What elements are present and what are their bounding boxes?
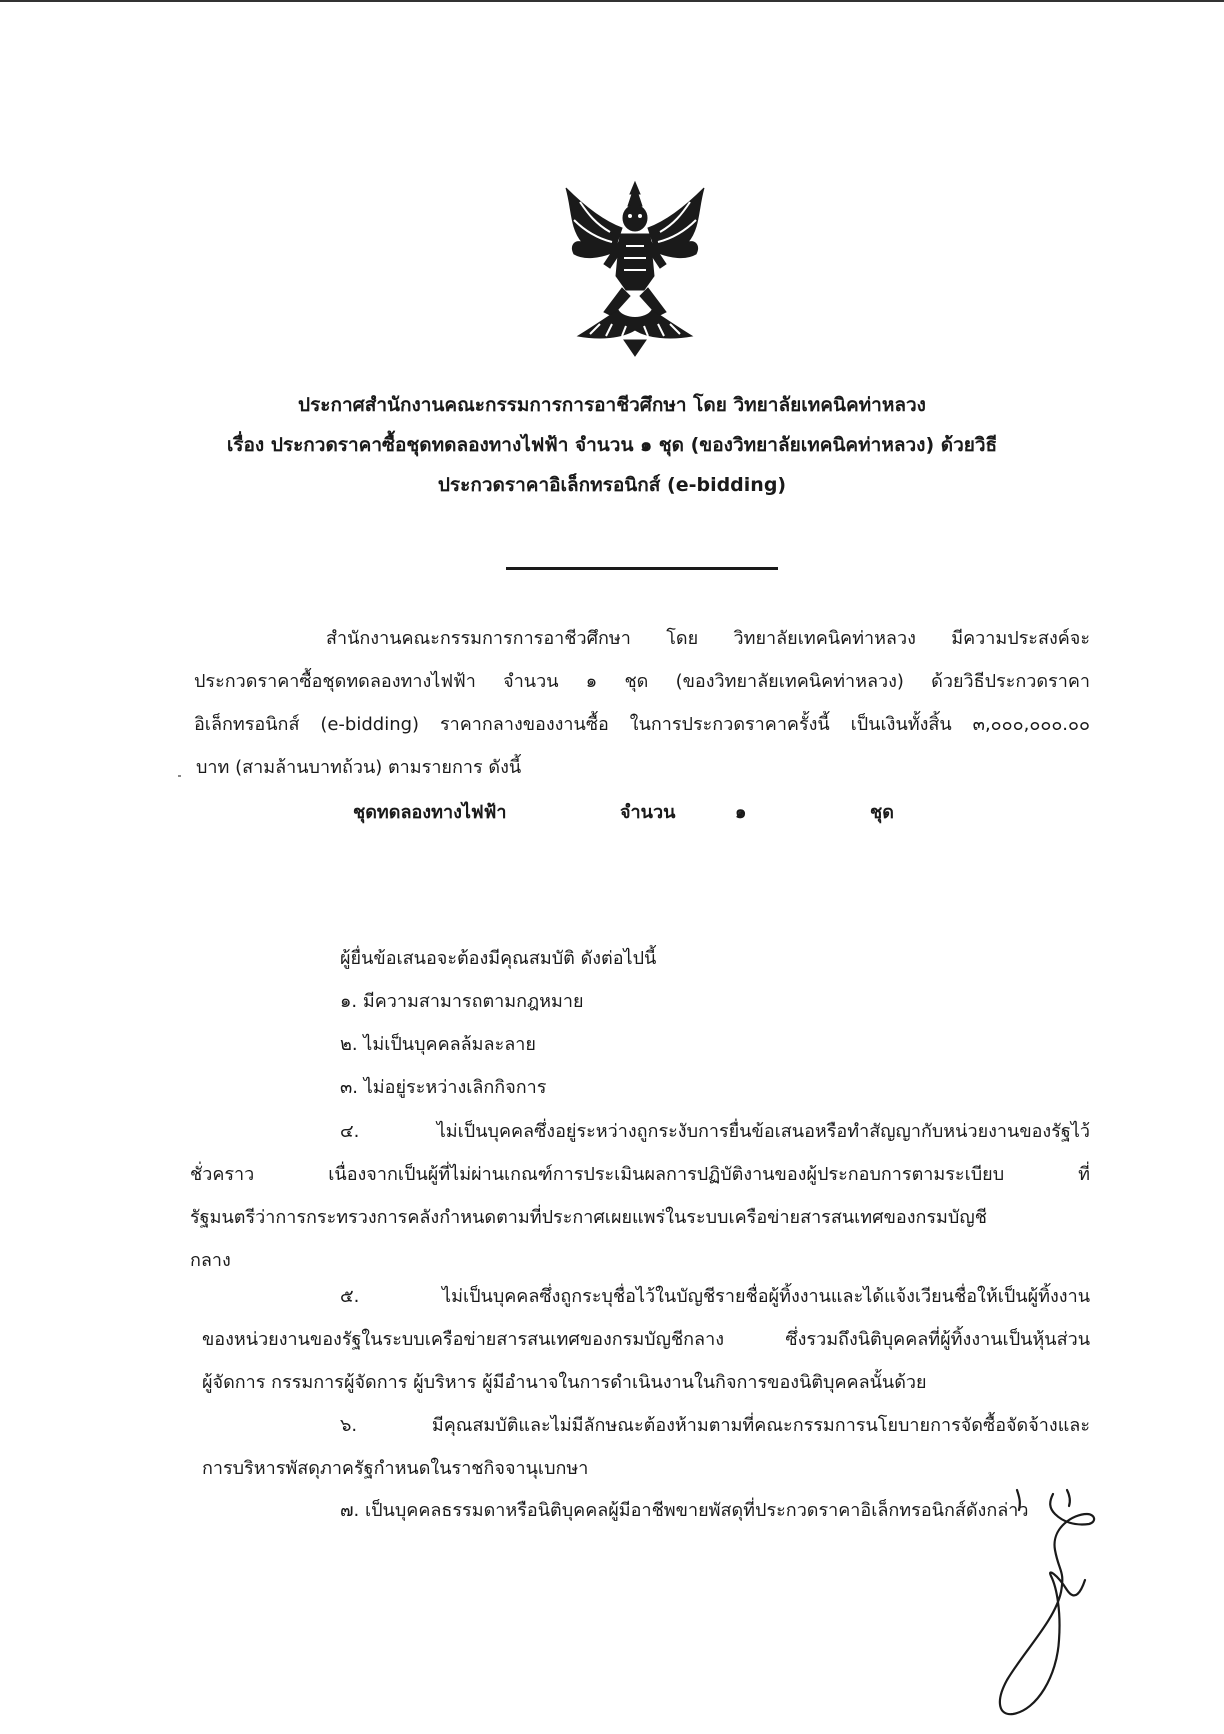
qualification-3: ๓. ไม่อยู่ระหว่างเลิกกิจการ xyxy=(340,1077,547,1098)
title-line-3: ประกวดราคาอิเล็กทรอนิกส์ (e-bidding) xyxy=(437,474,787,496)
intro-line-4: บาท (สามล้านบาทถ้วน) ตามรายการ ดังนี้ xyxy=(196,757,522,778)
title-line-1: ประกาศสำนักงานคณะกรรมการการอาชีวศึกษา โดย วิทยาลัยเทคนิคท่าหลวง xyxy=(298,394,926,416)
qualification-5-line-1: ๕. ไม่เป็นบุคคลซึ่งถูกระบุชื่อไว้ในบัญชีรายชื่อผู้ทิ้งงานและได้แจ้งเวียนชื่อให้เป็นผู้ทิ้งงาน xyxy=(340,1286,1090,1307)
title-line-2: เรื่อง ประกวดราคาซื้อชุดทดลองทางไฟฟ้า จำนวน ๑ ชุด (ของวิทยาลัยเทคนิคท่าหลวง) ด้วยวิธี xyxy=(226,434,998,456)
item-unit: ชุด xyxy=(870,802,894,823)
item-name: ชุดทดลองทางไฟฟ้า xyxy=(353,802,507,823)
qualification-1: ๑. มีความสามารถตามกฎหมาย xyxy=(340,991,584,1012)
item-row xyxy=(0,797,1224,827)
handwritten-signature xyxy=(985,1480,1210,1720)
scan-speck xyxy=(178,775,181,777)
qualification-5-line-2: ของหน่วยงานของรัฐในระบบเครือข่ายสารสนเทศของกรมบัญชีกลาง ซึ่งรวมถึงนิติบุคคลที่ผู้ทิ้งงานเป็นหุ้นส่วน xyxy=(202,1329,1090,1350)
item-quantity-label: จำนวน xyxy=(620,802,676,823)
qualification-4-line-1: ๔. ไม่เป็นบุคคลซึ่งอยู่ระหว่างถูกระงับการยื่นข้อเสนอหรือทำสัญญากับหน่วยงานของรัฐไว้ xyxy=(340,1121,1090,1142)
item-quantity: ๑ xyxy=(735,802,747,823)
intro-line-3: อิเล็กทรอนิกส์ (e-bidding) ราคากลางของงานซื้อ ในการประกวดราคาครั้งนี้ เป็นเงินทั้งสิ้น ๓,๐๐๐,๐๐๐.๐๐ xyxy=(194,714,1090,735)
qualification-4-line-2: ชั่วคราว เนื่องจากเป็นผู้ที่ไม่ผ่านเกณฑ์การประเมินผลการปฏิบัติงานของผู้ประกอบการตามระเบียบ ที่ xyxy=(190,1164,1090,1185)
qualification-5-line-3: ผู้จัดการ กรรมการผู้จัดการ ผู้บริหาร ผู้มีอำนาจในการดำเนินงานในกิจการของนิติบุคคลนั้นด้วย xyxy=(202,1372,927,1393)
scan-top-edge xyxy=(0,0,1224,2)
qualification-7: ๗. เป็นบุคคลธรรมดาหรือนิติบุคคลผู้มีอาชีพขายพัสดุที่ประกวดราคาอิเล็กทรอนิกส์ดังกล่าว xyxy=(340,1500,1029,1521)
qualification-4-line-3: รัฐมนตรีว่าการกระทรวงการคลังกำหนดตามที่ประกาศเผยแพร่ในระบบเครือข่ายสารสนเทศของกรมบัญชี xyxy=(190,1207,987,1228)
title-divider xyxy=(506,567,778,570)
intro-line-2: ประกวดราคาซื้อชุดทดลองทางไฟฟ้า จำนวน ๑ ชุด (ของวิทยาลัยเทคนิคท่าหลวง) ด้วยวิธีประกวดราคา xyxy=(194,671,1090,692)
qualification-6-line-2: การบริหารพัสดุภาครัฐกำหนดในราชกิจจานุเบกษา xyxy=(202,1458,589,1479)
qualification-2: ๒. ไม่เป็นบุคคลล้มละลาย xyxy=(340,1034,536,1055)
qualifications-heading: ผู้ยื่นข้อเสนอจะต้องมีคุณสมบัติ ดังต่อไปนี้ xyxy=(340,948,657,969)
qualification-6-line-1: ๖. มีคุณสมบัติและไม่มีลักษณะต้องห้ามตามที่คณะกรรมการนโยบายการจัดซื้อจัดจ้างและ xyxy=(340,1415,1090,1436)
intro-line-1: สำนักงานคณะกรรมการการอาชีวศึกษา โดย วิทยาลัยเทคนิคท่าหลวง มีความประสงค์จะ xyxy=(326,628,1090,649)
qualification-4-line-4: กลาง xyxy=(190,1250,231,1271)
garuda-emblem-icon xyxy=(560,180,710,360)
announcement-title xyxy=(0,385,1224,505)
